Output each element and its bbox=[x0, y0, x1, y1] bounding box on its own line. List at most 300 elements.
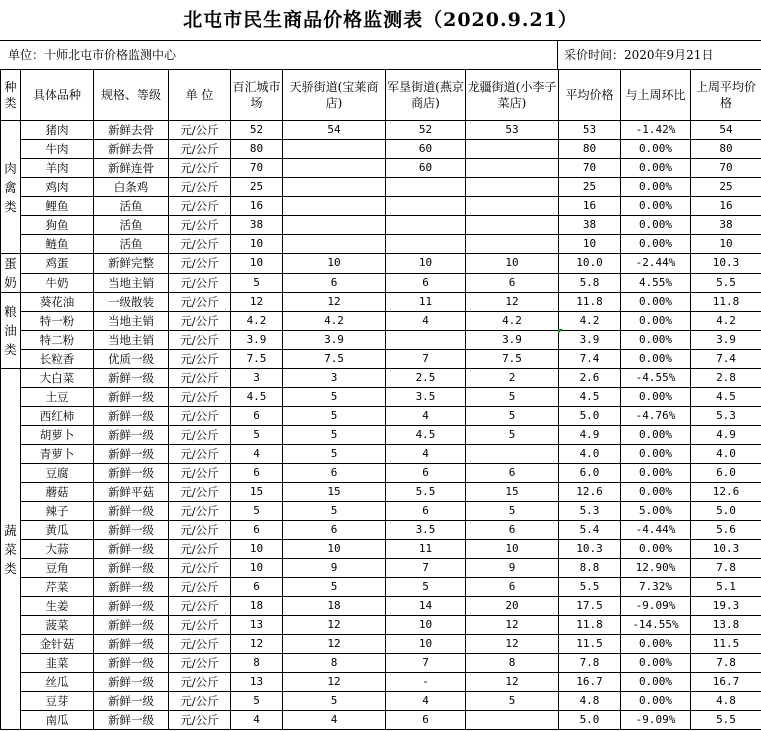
table-row bbox=[1, 254, 761, 274]
table-row bbox=[1, 407, 761, 426]
table-cell: 6 bbox=[283, 464, 386, 483]
table-cell: 元/公斤 bbox=[169, 312, 231, 331]
table-cell: 豆腐 bbox=[21, 464, 94, 483]
table-cell: 6 bbox=[466, 273, 559, 293]
table-cell: 0.00% bbox=[621, 426, 691, 445]
table-cell: 新鲜一级 bbox=[94, 635, 169, 654]
table-cell: 0.00% bbox=[621, 350, 691, 369]
table-cell: 5 bbox=[466, 692, 559, 711]
category-cell: 肉禽类 bbox=[1, 121, 21, 254]
table-cell: 元/公斤 bbox=[169, 540, 231, 559]
table-row bbox=[1, 235, 761, 254]
table-cell: 25 bbox=[231, 178, 283, 197]
table-cell: 11.8 bbox=[691, 293, 761, 312]
table-cell: 元/公斤 bbox=[169, 426, 231, 445]
table-cell: 狗鱼 bbox=[21, 216, 94, 235]
table-cell: 4.0 bbox=[559, 445, 621, 464]
table-cell: 0.00% bbox=[621, 159, 691, 178]
table-cell: 8 bbox=[231, 654, 283, 673]
table-cell bbox=[466, 140, 559, 159]
table-cell: 15 bbox=[283, 483, 386, 502]
table-cell: 7 bbox=[386, 654, 466, 673]
table-cell: 羊肉 bbox=[21, 159, 94, 178]
table-cell: 0.00% bbox=[621, 140, 691, 159]
table-cell: 11.5 bbox=[559, 635, 621, 654]
table-cell: 5 bbox=[283, 502, 386, 521]
table-cell: 元/公斤 bbox=[169, 711, 231, 730]
table-cell: 3.9 bbox=[231, 331, 283, 350]
table-row bbox=[1, 121, 761, 140]
table-cell: 大蒜 bbox=[21, 540, 94, 559]
table-row bbox=[1, 331, 761, 350]
table-cell: 4.2 bbox=[691, 312, 761, 331]
table-cell: 特二粉 bbox=[21, 331, 94, 350]
table-cell: 黄瓜 bbox=[21, 521, 94, 540]
table-cell: 70 bbox=[559, 159, 621, 178]
table-cell: -14.55% bbox=[621, 616, 691, 635]
table-cell: 7.5 bbox=[231, 350, 283, 369]
table-cell: 2.8 bbox=[691, 369, 761, 388]
table-cell: 葵花油 bbox=[21, 293, 94, 312]
table-cell: 4 bbox=[283, 711, 386, 730]
table-cell: 豆角 bbox=[21, 559, 94, 578]
table-cell: 6 bbox=[386, 711, 466, 730]
table-cell: 6 bbox=[466, 578, 559, 597]
table-cell: 元/公斤 bbox=[169, 635, 231, 654]
table-cell: 元/公斤 bbox=[169, 140, 231, 159]
table-cell: 牛肉 bbox=[21, 140, 94, 159]
table-cell: 4 bbox=[231, 445, 283, 464]
table-row bbox=[1, 711, 761, 730]
table-cell: 10 bbox=[231, 540, 283, 559]
table-cell: 特一粉 bbox=[21, 312, 94, 331]
table-cell: 元/公斤 bbox=[169, 121, 231, 140]
table-cell: 5 bbox=[466, 502, 559, 521]
table-cell: 0.00% bbox=[621, 216, 691, 235]
table-cell: 4.55% bbox=[621, 273, 691, 293]
table-cell: 蘑菇 bbox=[21, 483, 94, 502]
table-cell: 2 bbox=[466, 369, 559, 388]
monitor-unit: 单位：十师北屯市价格监测中心 bbox=[8, 48, 177, 62]
column-header: 百汇城市场 bbox=[231, 70, 283, 121]
table-cell: 12 bbox=[283, 635, 386, 654]
table-cell: 7.4 bbox=[691, 350, 761, 369]
table-cell: 10 bbox=[386, 635, 466, 654]
table-cell: 0.00% bbox=[621, 331, 691, 350]
table-cell: 3.9 bbox=[691, 331, 761, 350]
table-cell: 4.2 bbox=[466, 312, 559, 331]
table-cell bbox=[386, 331, 466, 350]
table-cell: 12 bbox=[466, 616, 559, 635]
table-cell: 11 bbox=[386, 540, 466, 559]
table-cell: 3.9 bbox=[466, 331, 559, 350]
table-cell: 0.00% bbox=[621, 464, 691, 483]
table-cell: 元/公斤 bbox=[169, 483, 231, 502]
table-cell: 元/公斤 bbox=[169, 293, 231, 312]
table-cell: 12.90% bbox=[621, 559, 691, 578]
table-cell: 5.3 bbox=[559, 502, 621, 521]
table-cell: 7.8 bbox=[691, 654, 761, 673]
table-cell: 4 bbox=[386, 692, 466, 711]
table-cell: 12 bbox=[466, 673, 559, 692]
table-cell: 16 bbox=[231, 197, 283, 216]
table-cell: 5 bbox=[231, 426, 283, 445]
table-cell: 6 bbox=[231, 464, 283, 483]
table-cell: 12 bbox=[283, 293, 386, 312]
table-cell: 青萝卜 bbox=[21, 445, 94, 464]
table-cell: 5.4 bbox=[559, 521, 621, 540]
table-cell: 7.5 bbox=[466, 350, 559, 369]
table-cell: 16.7 bbox=[559, 673, 621, 692]
table-cell: 新鲜一级 bbox=[94, 578, 169, 597]
table-cell: 活鱼 bbox=[94, 197, 169, 216]
table-cell: 0.00% bbox=[621, 445, 691, 464]
table-cell bbox=[386, 216, 466, 235]
table-cell: 当地主销 bbox=[94, 312, 169, 331]
table-cell: 鲤鱼 bbox=[21, 197, 94, 216]
table-row bbox=[1, 369, 761, 388]
table-cell: 18 bbox=[231, 597, 283, 616]
cell-comment-marker-icon bbox=[558, 329, 563, 334]
table-cell: 15 bbox=[466, 483, 559, 502]
table-cell: 60 bbox=[386, 140, 466, 159]
table-cell: 53 bbox=[559, 121, 621, 140]
table-cell: - bbox=[386, 673, 466, 692]
table-row bbox=[1, 521, 761, 540]
table-cell: 7 bbox=[386, 559, 466, 578]
table-cell: 7.8 bbox=[559, 654, 621, 673]
column-header: 上周平均价格 bbox=[691, 70, 761, 121]
table-cell: 4 bbox=[386, 445, 466, 464]
table-cell: 10.0 bbox=[559, 254, 621, 274]
table-cell: 元/公斤 bbox=[169, 388, 231, 407]
table-cell: 13 bbox=[231, 673, 283, 692]
category-cell: 蛋奶 bbox=[1, 254, 21, 293]
table-cell: 10 bbox=[559, 235, 621, 254]
table-cell: 4.0 bbox=[691, 445, 761, 464]
column-header: 规格、等级 bbox=[94, 70, 169, 121]
table-row bbox=[1, 483, 761, 502]
price-table bbox=[0, 69, 761, 730]
table-cell: 16 bbox=[559, 197, 621, 216]
table-cell: 元/公斤 bbox=[169, 616, 231, 635]
table-cell: 长粒香 bbox=[21, 350, 94, 369]
table-cell: 元/公斤 bbox=[169, 407, 231, 426]
table-cell: 10 bbox=[466, 254, 559, 274]
table-cell bbox=[386, 197, 466, 216]
table-cell: 6 bbox=[283, 273, 386, 293]
table-cell: 38 bbox=[691, 216, 761, 235]
table-cell: 0.00% bbox=[621, 635, 691, 654]
table-cell: 5.5 bbox=[559, 578, 621, 597]
table-cell: 新鲜一级 bbox=[94, 673, 169, 692]
table-cell: 鸡蛋 bbox=[21, 254, 94, 274]
table-row bbox=[1, 464, 761, 483]
table-cell: -4.44% bbox=[621, 521, 691, 540]
column-header: 具体品种 bbox=[21, 70, 94, 121]
table-cell: 14 bbox=[386, 597, 466, 616]
table-cell: 10 bbox=[231, 235, 283, 254]
table-cell: 2.6 bbox=[559, 369, 621, 388]
table-cell: 5.5 bbox=[691, 711, 761, 730]
table-cell: 52 bbox=[231, 121, 283, 140]
table-cell: 当地主销 bbox=[94, 331, 169, 350]
table-cell: -2.44% bbox=[621, 254, 691, 274]
table-row bbox=[1, 597, 761, 616]
table-cell: 5.6 bbox=[691, 521, 761, 540]
table-cell: 5.3 bbox=[691, 407, 761, 426]
table-cell bbox=[283, 178, 386, 197]
table-cell: 10 bbox=[691, 235, 761, 254]
table-cell: 9 bbox=[466, 559, 559, 578]
table-cell: 大白菜 bbox=[21, 369, 94, 388]
column-header: 平均价格 bbox=[559, 70, 621, 121]
table-cell: 4.5 bbox=[691, 388, 761, 407]
table-cell: 鲢鱼 bbox=[21, 235, 94, 254]
table-cell bbox=[283, 197, 386, 216]
table-cell: 5 bbox=[283, 407, 386, 426]
table-cell: 元/公斤 bbox=[169, 216, 231, 235]
table-cell: 6 bbox=[386, 502, 466, 521]
table-cell: 元/公斤 bbox=[169, 464, 231, 483]
table-cell: 新鲜一级 bbox=[94, 369, 169, 388]
table-cell: 12.6 bbox=[691, 483, 761, 502]
table-cell: 优质一级 bbox=[94, 350, 169, 369]
table-row bbox=[1, 673, 761, 692]
table-cell: 6 bbox=[466, 521, 559, 540]
table-cell: 0.00% bbox=[621, 654, 691, 673]
table-cell: 新鲜去骨 bbox=[94, 121, 169, 140]
table-cell: 12 bbox=[466, 293, 559, 312]
table-row bbox=[1, 197, 761, 216]
column-header: 军垦街道(燕京商店) bbox=[386, 70, 466, 121]
table-cell: 0.00% bbox=[621, 312, 691, 331]
table-cell: 新鲜连骨 bbox=[94, 159, 169, 178]
table-cell: 一级散装 bbox=[94, 293, 169, 312]
table-cell: 元/公斤 bbox=[169, 350, 231, 369]
table-cell: 10.3 bbox=[691, 540, 761, 559]
table-cell: 5.1 bbox=[691, 578, 761, 597]
table-cell: 8.8 bbox=[559, 559, 621, 578]
table-cell: 10 bbox=[386, 616, 466, 635]
table-cell: 元/公斤 bbox=[169, 254, 231, 274]
category-cell: 粮油类 bbox=[1, 293, 21, 369]
table-cell: 6 bbox=[283, 521, 386, 540]
table-cell: 7.8 bbox=[691, 559, 761, 578]
table-cell: 52 bbox=[386, 121, 466, 140]
table-cell: 元/公斤 bbox=[169, 369, 231, 388]
table-cell: 12 bbox=[283, 616, 386, 635]
table-cell: 10 bbox=[466, 540, 559, 559]
table-cell: 新鲜一级 bbox=[94, 692, 169, 711]
table-cell: 7.5 bbox=[283, 350, 386, 369]
table-cell: 11 bbox=[386, 293, 466, 312]
column-header: 单 位 bbox=[169, 70, 231, 121]
table-cell: 6 bbox=[386, 273, 466, 293]
table-cell: 新鲜一级 bbox=[94, 559, 169, 578]
table-cell: 5 bbox=[283, 426, 386, 445]
table-cell: 4 bbox=[386, 312, 466, 331]
table-row bbox=[1, 692, 761, 711]
table-cell: 新鲜一级 bbox=[94, 711, 169, 730]
table-cell: 5 bbox=[283, 578, 386, 597]
table-cell: 10.3 bbox=[559, 540, 621, 559]
table-cell: 5 bbox=[283, 692, 386, 711]
table-cell: -9.09% bbox=[621, 711, 691, 730]
table-cell: 11.5 bbox=[691, 635, 761, 654]
table-cell: 6 bbox=[231, 521, 283, 540]
table-cell bbox=[283, 140, 386, 159]
table-cell: 新鲜一级 bbox=[94, 407, 169, 426]
table-cell: 元/公斤 bbox=[169, 673, 231, 692]
table-cell: 元/公斤 bbox=[169, 273, 231, 293]
table-cell: 8 bbox=[283, 654, 386, 673]
table-cell: 元/公斤 bbox=[169, 159, 231, 178]
table-cell: 80 bbox=[691, 140, 761, 159]
table-cell: 5.0 bbox=[691, 502, 761, 521]
table-cell: 胡萝卜 bbox=[21, 426, 94, 445]
table-cell bbox=[386, 178, 466, 197]
table-row bbox=[1, 635, 761, 654]
table-cell: 3.9 bbox=[559, 331, 621, 350]
table-cell: -1.42% bbox=[621, 121, 691, 140]
table-cell: 0.00% bbox=[621, 388, 691, 407]
table-row bbox=[1, 178, 761, 197]
table-cell: 5 bbox=[231, 502, 283, 521]
table-cell: 0.00% bbox=[621, 540, 691, 559]
table-cell: 9 bbox=[283, 559, 386, 578]
table-cell: 12.6 bbox=[559, 483, 621, 502]
table-cell: 元/公斤 bbox=[169, 235, 231, 254]
table-cell: 0.00% bbox=[621, 692, 691, 711]
table-cell: 丝瓜 bbox=[21, 673, 94, 692]
table-row bbox=[1, 388, 761, 407]
table-cell: 6.0 bbox=[559, 464, 621, 483]
table-cell: 6 bbox=[386, 464, 466, 483]
table-cell: 15 bbox=[231, 483, 283, 502]
table-cell: 5 bbox=[466, 407, 559, 426]
table-cell: 4.8 bbox=[691, 692, 761, 711]
table-cell: 韭菜 bbox=[21, 654, 94, 673]
table-cell: 新鲜一级 bbox=[94, 597, 169, 616]
table-cell: 6.0 bbox=[691, 464, 761, 483]
table-cell: 16.7 bbox=[691, 673, 761, 692]
table-cell: 13.8 bbox=[691, 616, 761, 635]
table-cell: 新鲜一级 bbox=[94, 502, 169, 521]
table-cell: 0.00% bbox=[621, 293, 691, 312]
table-cell: 活鱼 bbox=[94, 216, 169, 235]
table-cell: 38 bbox=[559, 216, 621, 235]
table-cell bbox=[466, 159, 559, 178]
table-cell: 7.4 bbox=[559, 350, 621, 369]
table-cell: 元/公斤 bbox=[169, 521, 231, 540]
table-cell: 6 bbox=[231, 407, 283, 426]
table-cell: 元/公斤 bbox=[169, 597, 231, 616]
table-cell: 13 bbox=[231, 616, 283, 635]
table-cell: 80 bbox=[231, 140, 283, 159]
table-cell: 70 bbox=[231, 159, 283, 178]
table-cell: 10 bbox=[283, 254, 386, 274]
table-cell: 6 bbox=[466, 464, 559, 483]
table-cell: 3.5 bbox=[386, 521, 466, 540]
table-cell: 3.5 bbox=[386, 388, 466, 407]
table-cell: 0.00% bbox=[621, 178, 691, 197]
table-cell bbox=[466, 216, 559, 235]
table-cell: 土豆 bbox=[21, 388, 94, 407]
table-cell bbox=[283, 235, 386, 254]
table-cell: 猪肉 bbox=[21, 121, 94, 140]
table-cell: 元/公斤 bbox=[169, 578, 231, 597]
table-row bbox=[1, 140, 761, 159]
table-cell bbox=[466, 235, 559, 254]
table-cell: -4.76% bbox=[621, 407, 691, 426]
table-cell: 新鲜去骨 bbox=[94, 140, 169, 159]
table-cell: 新鲜一级 bbox=[94, 616, 169, 635]
table-cell: 17.5 bbox=[559, 597, 621, 616]
table-cell: 0.00% bbox=[621, 197, 691, 216]
table-cell: 12 bbox=[231, 635, 283, 654]
table-cell: 生姜 bbox=[21, 597, 94, 616]
table-cell: 38 bbox=[231, 216, 283, 235]
table-cell: 3 bbox=[231, 369, 283, 388]
table-cell: 5 bbox=[466, 426, 559, 445]
table-row bbox=[1, 312, 761, 331]
table-cell: 活鱼 bbox=[94, 235, 169, 254]
table-cell bbox=[466, 445, 559, 464]
table-cell: 4.9 bbox=[559, 426, 621, 445]
table-cell: 10 bbox=[231, 559, 283, 578]
table-cell: 4.9 bbox=[691, 426, 761, 445]
table-cell: 新鲜平菇 bbox=[94, 483, 169, 502]
collect-time: 采价时间：2020年9月21日 bbox=[557, 41, 713, 69]
category-cell: 蔬菜类 bbox=[1, 369, 21, 730]
table-cell: 新鲜一级 bbox=[94, 426, 169, 445]
table-cell bbox=[466, 178, 559, 197]
table-row bbox=[1, 273, 761, 293]
table-cell: 元/公斤 bbox=[169, 197, 231, 216]
table-cell: 辣子 bbox=[21, 502, 94, 521]
column-header: 种类 bbox=[1, 70, 21, 121]
table-row bbox=[1, 502, 761, 521]
table-cell: 牛奶 bbox=[21, 273, 94, 293]
sheet-title: 北屯市民生商品价格监测表（2020.9.21） bbox=[183, 9, 578, 31]
table-cell: 10 bbox=[386, 254, 466, 274]
table-row bbox=[1, 445, 761, 464]
table-cell: 10.3 bbox=[691, 254, 761, 274]
table-cell: 3 bbox=[283, 369, 386, 388]
table-cell: 80 bbox=[559, 140, 621, 159]
table-cell: 元/公斤 bbox=[169, 559, 231, 578]
table-row bbox=[1, 559, 761, 578]
table-cell: 元/公斤 bbox=[169, 692, 231, 711]
table-cell: 5 bbox=[283, 388, 386, 407]
table-cell: 4.5 bbox=[386, 426, 466, 445]
table-row bbox=[1, 426, 761, 445]
table-cell bbox=[466, 197, 559, 216]
table-cell: 4 bbox=[386, 407, 466, 426]
table-cell: 新鲜一级 bbox=[94, 540, 169, 559]
table-cell: 5 bbox=[386, 578, 466, 597]
table-cell: 12 bbox=[466, 635, 559, 654]
table-cell: 当地主销 bbox=[94, 273, 169, 293]
table-cell: 5.0 bbox=[559, 407, 621, 426]
table-cell: 白条鸡 bbox=[94, 178, 169, 197]
table-cell: 12 bbox=[231, 293, 283, 312]
table-cell: -4.55% bbox=[621, 369, 691, 388]
table-cell: 0.00% bbox=[621, 483, 691, 502]
table-row bbox=[1, 216, 761, 235]
table-cell: 豆芽 bbox=[21, 692, 94, 711]
